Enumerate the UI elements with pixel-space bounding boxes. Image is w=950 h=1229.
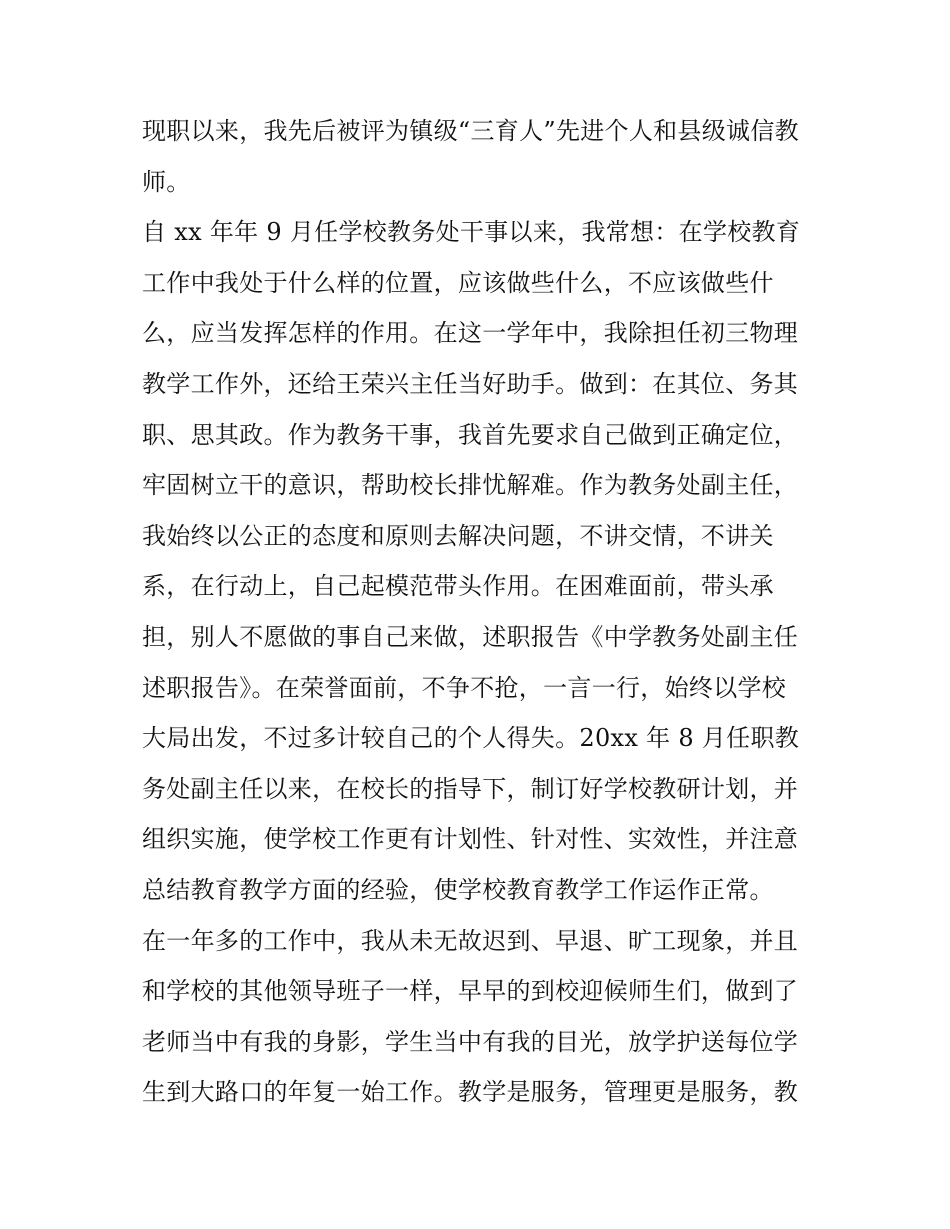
text-line: 职、思其政。作为教务干事，我首先要求自己做到正确定位， (142, 420, 799, 449)
text-line: 我始终以公正的态度和原则去解决问题，不讲交情，不讲关 (142, 521, 774, 550)
text-line: 在一年多的工作中，我从未无故迟到、早退、旷工现象，并且 (142, 926, 799, 955)
text-line: 述职报告》。在荣誉面前，不争不抢，一言一行，始终以学校 (142, 673, 787, 702)
text-line: 自 xx 年年 9 月任学校教务处干事以来，我常想：在学校教育 (142, 218, 801, 247)
text-line: 教学工作外，还给王荣兴主任当好助手。做到：在其位、务其 (142, 369, 799, 398)
text-line: 组织实施，使学校工作更有计划性、针对性、实效性，并注意 (142, 825, 799, 854)
text-line: 老师当中有我的身影，学生当中有我的目光，放学护送每位学 (142, 1027, 799, 1056)
text-line: 担，别人不愿做的事自己来做，述职报告《中学教务处副主任 (142, 622, 799, 651)
text-line: 和学校的其他领导班子一样，早早的到校迎候师生们，做到了 (142, 977, 799, 1006)
text-line: 工作中我处于什么样的位置，应该做些什么，不应该做些什 (142, 268, 774, 297)
text-line: 大局出发，不过多计较自己的个人得失。20xx 年 8 月任职教 (142, 724, 800, 753)
text-line: 总结教育教学方面的经验，使学校教育教学工作运作正常。 (142, 875, 774, 904)
text-line: 务处副主任以来，在校长的指导下，制订好学校教研计划，并 (142, 774, 799, 803)
text-line: 么，应当发挥怎样的作用。在这一学年中，我除担任初三物理 (142, 319, 799, 348)
document-body (142, 106, 822, 1118)
text-line: 现职以来，我先后被评为镇级“三育人”先进个人和县级诚信教 (142, 117, 799, 145)
text-line: 牢固树立干的意识，帮助校长排忧解难。作为教务处副主任， (142, 471, 799, 500)
text-line: 师。 (142, 167, 191, 196)
text-line: 生到大路口的年复一始工作。教学是服务，管理更是服务，教 (142, 1078, 799, 1107)
text-line: 系，在行动上，自己起模范带头作用。在困难面前，带头承 (142, 572, 774, 601)
